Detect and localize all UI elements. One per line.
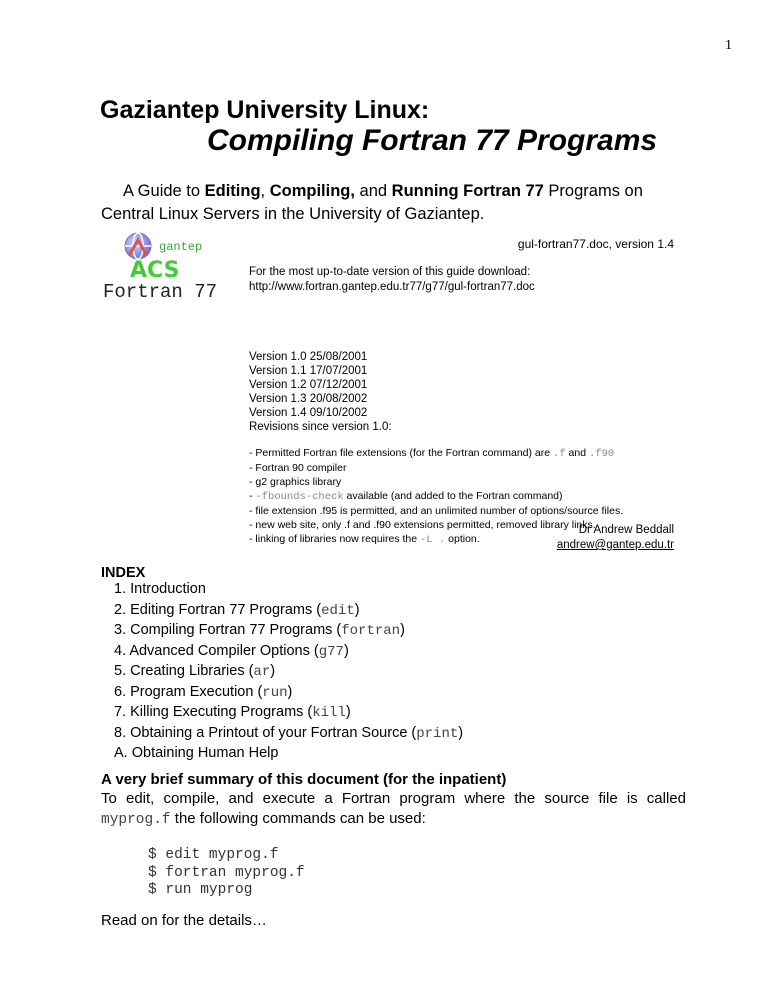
read-on-text: Read on for the details… <box>101 912 267 929</box>
revision-item <box>249 489 623 504</box>
summary-code: myprog.f <box>101 812 171 828</box>
index-item: 7. Killing Executing Programs (kill) <box>114 704 351 721</box>
summary-text: To edit, compile, and execute a Fortran program where the source file is called <box>101 790 686 807</box>
summary-paragraph <box>101 789 686 830</box>
index-heading: INDEX <box>101 565 146 581</box>
revision-text: and <box>565 447 589 459</box>
command-line: $ run myprog <box>148 882 253 898</box>
logo-brand: gantep <box>159 240 203 254</box>
intro-text: , <box>260 182 270 200</box>
version-line: Version 1.4 09/10/2002 <box>249 407 368 419</box>
summary-heading: A very brief summary of this document (for the inpatient) <box>101 771 507 788</box>
version-line: Version 1.2 07/12/2001 <box>249 379 368 391</box>
globe-icon <box>97 232 247 282</box>
intro-bold-compiling: Compiling, <box>269 182 355 200</box>
download-label: For the most up-to-date version of this guide download: <box>249 266 531 278</box>
index-item: 2. Editing Fortran 77 Programs (edit) <box>114 601 360 619</box>
download-info <box>249 265 535 295</box>
intro-text: Programs on <box>543 182 643 200</box>
logo-acs: ACS <box>130 258 180 282</box>
index-list <box>114 580 463 765</box>
index-item: A. Obtaining Human Help <box>114 745 279 761</box>
intro-bold-editing: Editing <box>204 182 261 200</box>
revision-code: .f90 <box>589 448 615 460</box>
doc-version: gul-fortran77.doc, version 1.4 <box>517 237 674 251</box>
intro-text: A Guide to <box>123 182 205 200</box>
page-number: 1 <box>725 38 732 53</box>
revision-text: - linking of libraries now requires the <box>249 533 420 545</box>
command-line: $ edit myprog.f <box>148 847 279 863</box>
revision-text: - Permitted Fortran file extensions (for the Fortran command) are <box>249 447 554 459</box>
revision-item: - Fortran 90 compiler <box>249 462 347 474</box>
intro-text: and <box>354 182 392 200</box>
revision-item <box>249 446 623 461</box>
summary-text: the following commands can be used: <box>170 810 426 827</box>
command-line: $ fortran myprog.f <box>148 864 305 881</box>
index-item: 4. Advanced Compiler Options (g77) <box>114 642 349 660</box>
revisions-heading: Revisions since version 1.0: <box>249 421 392 433</box>
revision-code: -L . <box>420 534 446 546</box>
index-item: 3. Compiling Fortran 77 Programs (fortran) <box>114 622 405 639</box>
revision-text: option. <box>445 533 480 545</box>
version-history <box>249 350 392 434</box>
revision-code: .f <box>553 448 566 460</box>
document-subtitle: Compiling Fortran 77 Programs <box>207 124 658 157</box>
command-block <box>148 847 305 900</box>
author-name: Dr Andrew Beddall <box>578 524 674 536</box>
document-title: Gaziantep University Linux: <box>100 96 430 124</box>
intro-line2: Central Linux Servers in the University of Gaziantep. <box>101 205 485 223</box>
author-email-link[interactable]: andrew@gantep.edu.tr <box>556 539 674 551</box>
version-line: Version 1.1 17/07/2001 <box>249 365 368 377</box>
revision-item: - new web site, only .f and .f90 extensions permitted, removed library links. <box>249 519 596 531</box>
index-item: 5. Creating Libraries (ar) <box>114 663 276 680</box>
index-item: 6. Program Execution (run) <box>114 683 293 701</box>
index-item: 1. Introduction <box>114 581 206 597</box>
author-block <box>557 523 674 553</box>
revision-item: - file extension .f95 is permitted, and an unlimited number of options/source files. <box>249 505 624 517</box>
revision-text: - <box>249 490 256 502</box>
revision-code: -fbounds-check <box>255 491 344 503</box>
download-url[interactable]: http://www.fortran.gantep.edu.tr77/g77/gul-fortran77.doc <box>249 281 535 293</box>
logo-caption: Fortran 77 <box>103 281 218 303</box>
intro-bold-running: Running Fortran 77 <box>391 182 544 200</box>
revision-item: - g2 graphics library <box>249 476 342 488</box>
version-line: Version 1.3 20/08/2002 <box>249 393 368 405</box>
version-line: Version 1.0 25/08/2001 <box>249 351 368 363</box>
intro-paragraph <box>101 180 711 226</box>
revision-text: available (and added to the Fortran command) <box>343 490 563 502</box>
index-item: 8. Obtaining a Printout of your Fortran Source (print) <box>114 724 464 742</box>
